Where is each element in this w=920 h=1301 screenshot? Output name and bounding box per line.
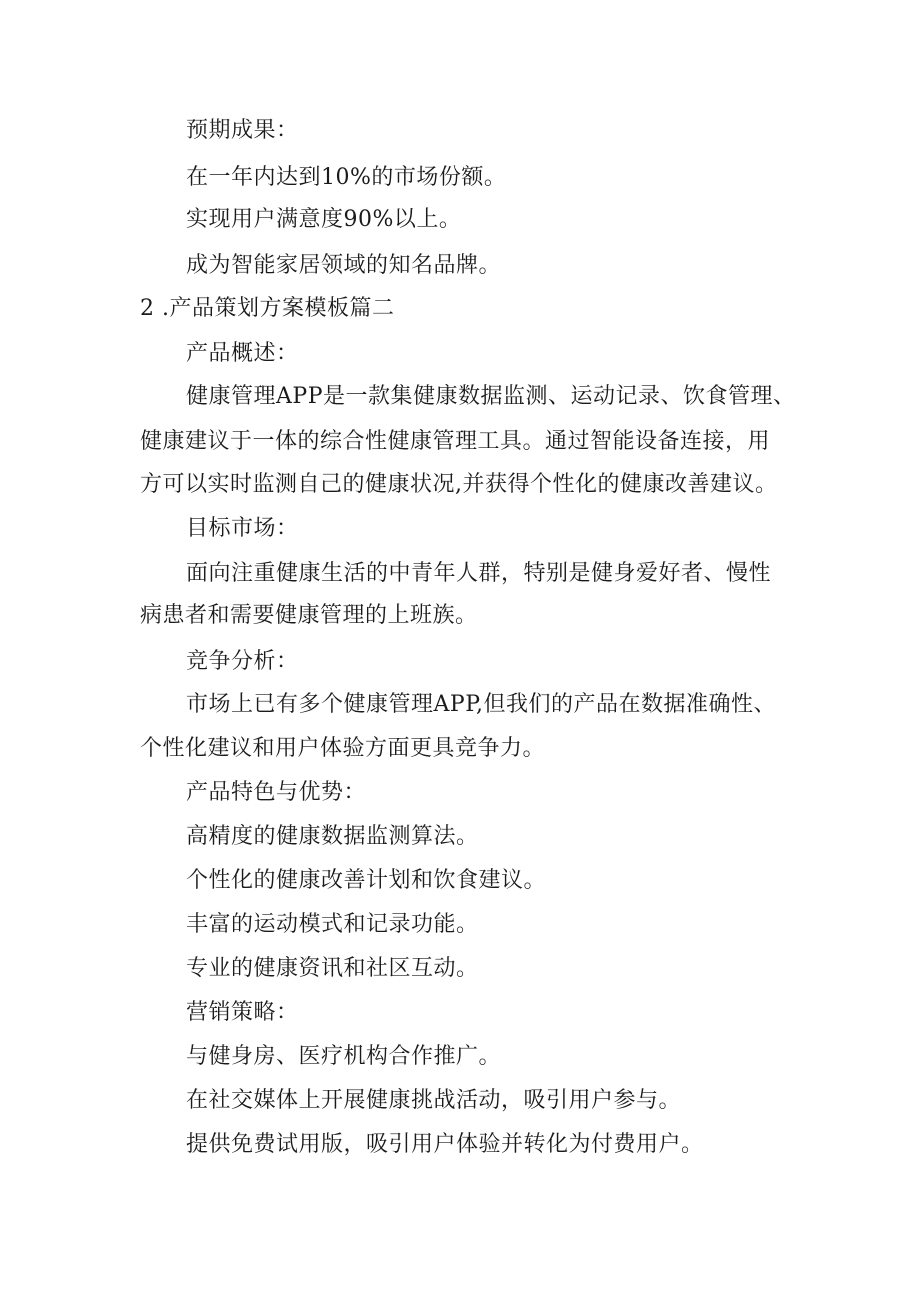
paragraph-line: 病患者和需要健康管理的上班族。 [140, 603, 478, 628]
paragraph-line: 成为智能家居领域的知名品牌。 [186, 253, 502, 278]
list-item: 与健身房、医疗机构合作推广。 [186, 1044, 502, 1069]
paragraph-line: 市场上已有多个健康管理APP,但我们的产品在数据准确性、 [186, 692, 777, 717]
paragraph-line: 在一年内达到10%的市场份额。 [186, 165, 507, 190]
paragraph-line: 个性化建议和用户体验方面更具竞争力。 [140, 736, 546, 761]
paragraph-line: 健康管理APP是一款集健康数据监测、运动记录、饮食管理、 [186, 384, 796, 409]
heading-expected-results: 预期成果： [186, 118, 299, 143]
heading-marketing-strategy: 营销策略： [186, 1000, 299, 1025]
heading-target-market: 目标市场： [186, 516, 299, 541]
list-item: 高精度的健康数据监测算法。 [186, 824, 479, 849]
paragraph-line: 实现用户满意度90%以上。 [186, 207, 462, 232]
list-item: 专业的健康资讯和社区互动。 [186, 956, 479, 981]
list-item: 提供免费试用版，吸引用户体验并转化为付费用户。 [186, 1132, 704, 1157]
heading-competitive-analysis: 竞争分析： [186, 649, 299, 674]
list-item: 丰富的运动模式和记录功能。 [186, 912, 479, 937]
heading-product-overview: 产品概述： [186, 341, 299, 366]
list-item: 个性化的健康改善计划和饮食建议。 [186, 868, 547, 893]
paragraph-line: 方可以实时监测自己的健康状况,并获得个性化的健康改善建议。 [140, 472, 778, 497]
paragraph-line: 健康建议于一体的综合性健康管理工具。通过智能设备连接，用 [140, 429, 771, 454]
heading-product-features: 产品特色与优势： [186, 780, 367, 805]
section-heading: 2 .产品策划方案模板篇二 [140, 296, 395, 321]
paragraph-line: 面向注重健康生活的中青年人群，特别是健身爱好者、慢性 [186, 561, 772, 586]
list-item: 在社交媒体上开展健康挑战活动，吸引用户参与。 [186, 1088, 682, 1113]
